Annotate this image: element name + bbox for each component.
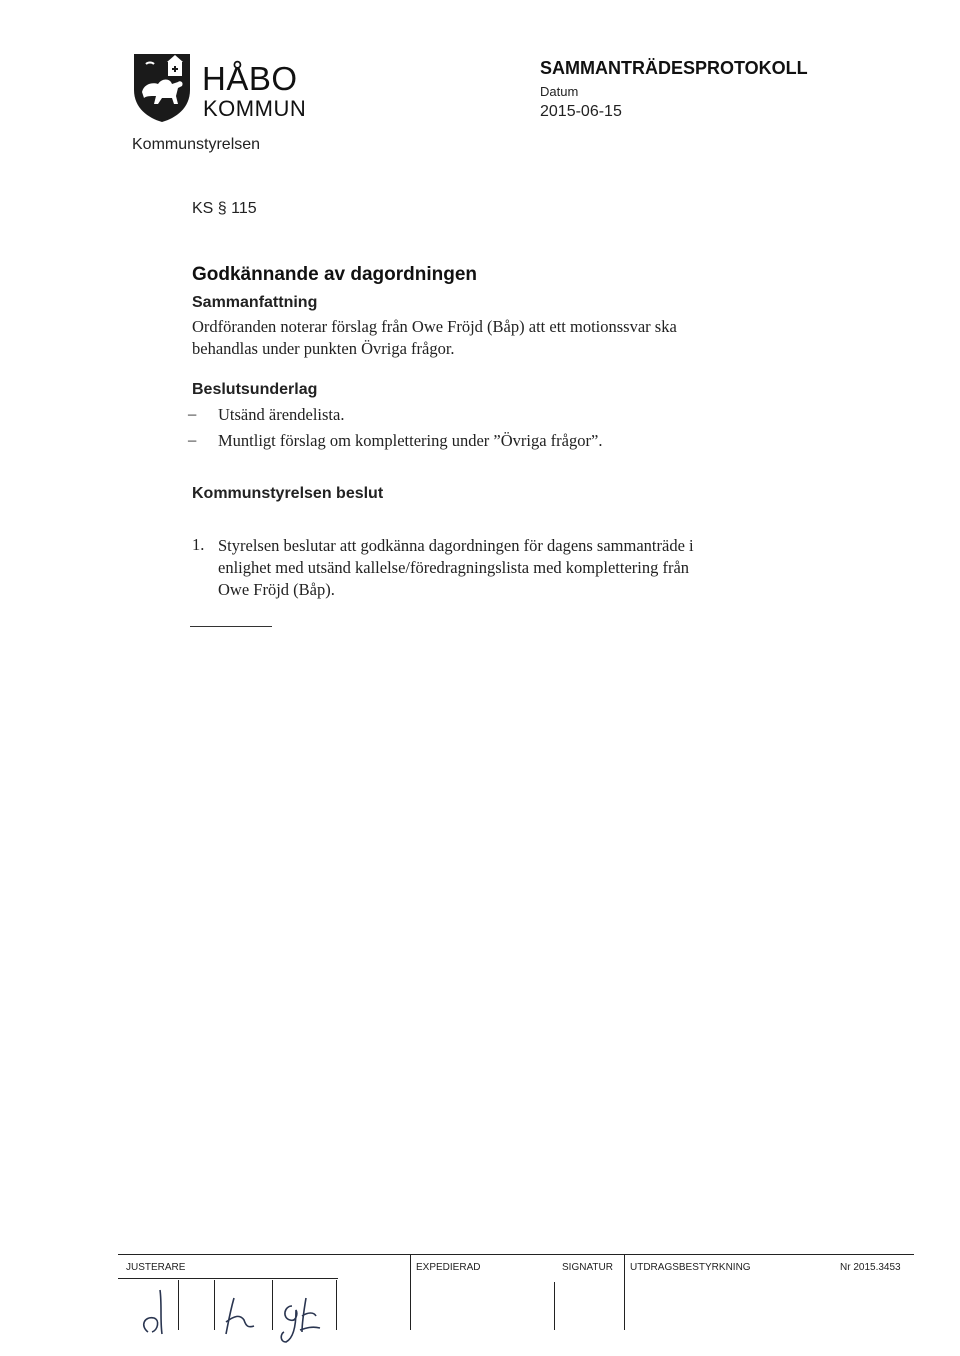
signature-footer <box>118 1254 914 1336</box>
brand-name: HÅBO <box>202 60 298 97</box>
date-label: Datum <box>540 84 579 99</box>
decision-line: enlighet med utsänd kallelse/föredragningslista med komplettering från <box>218 558 690 577</box>
justerare-label: JUSTERARE <box>126 1262 186 1273</box>
footer-separator <box>554 1282 555 1330</box>
utdragsbestyrkning-label: UTDRAGSBESTYRKNING <box>630 1262 751 1273</box>
basis-item: Utsänd ärendelista. <box>218 405 345 424</box>
paragraph-reference: KS § 115 <box>192 200 257 217</box>
summary-line: behandlas under punkten Övriga frågor. <box>192 339 455 358</box>
footer-separator <box>336 1280 337 1330</box>
summary-heading: Sammanfattning <box>192 294 318 311</box>
section-divider <box>190 626 272 627</box>
expedierad-label: EXPEDIERAD <box>416 1262 481 1273</box>
date-value: 2015-06-15 <box>540 103 622 120</box>
decision-number: 1. <box>192 535 205 554</box>
basis-heading: Beslutsunderlag <box>192 381 318 398</box>
handwritten-initials <box>126 1276 356 1348</box>
list-dash: – <box>188 430 197 449</box>
footer-separator <box>624 1254 625 1330</box>
footer-separator <box>272 1280 273 1330</box>
decision-line: Owe Fröjd (Båp). <box>218 580 335 599</box>
decision-line: Styrelsen beslutar att godkänna dagordningen för dagens sammanträde i <box>218 536 694 555</box>
summary-line: Ordföranden noterar förslag från Owe Fröjd (Båp) att ett motionssvar ska <box>192 317 677 336</box>
document-type: SAMMANTRÄDESPROTOKOLL <box>540 58 808 78</box>
list-dash: – <box>188 404 197 423</box>
footer-top-line <box>118 1254 914 1255</box>
decision-heading: Kommunstyrelsen beslut <box>192 485 384 502</box>
footer-separator <box>178 1280 179 1330</box>
coat-of-arms-icon <box>132 52 192 124</box>
document-title: Godkännande av dagordningen <box>192 264 478 285</box>
protocol-number: Nr 2015.3453 <box>840 1262 901 1273</box>
brand-subtitle: KOMMUN <box>203 96 307 121</box>
department-name: Kommunstyrelsen <box>132 136 261 153</box>
basis-item: Muntligt förslag om komplettering under ”Övriga frågor”. <box>218 431 603 450</box>
footer-separator <box>410 1254 411 1330</box>
footer-separator <box>214 1280 215 1330</box>
signatur-label: SIGNATUR <box>562 1262 613 1273</box>
